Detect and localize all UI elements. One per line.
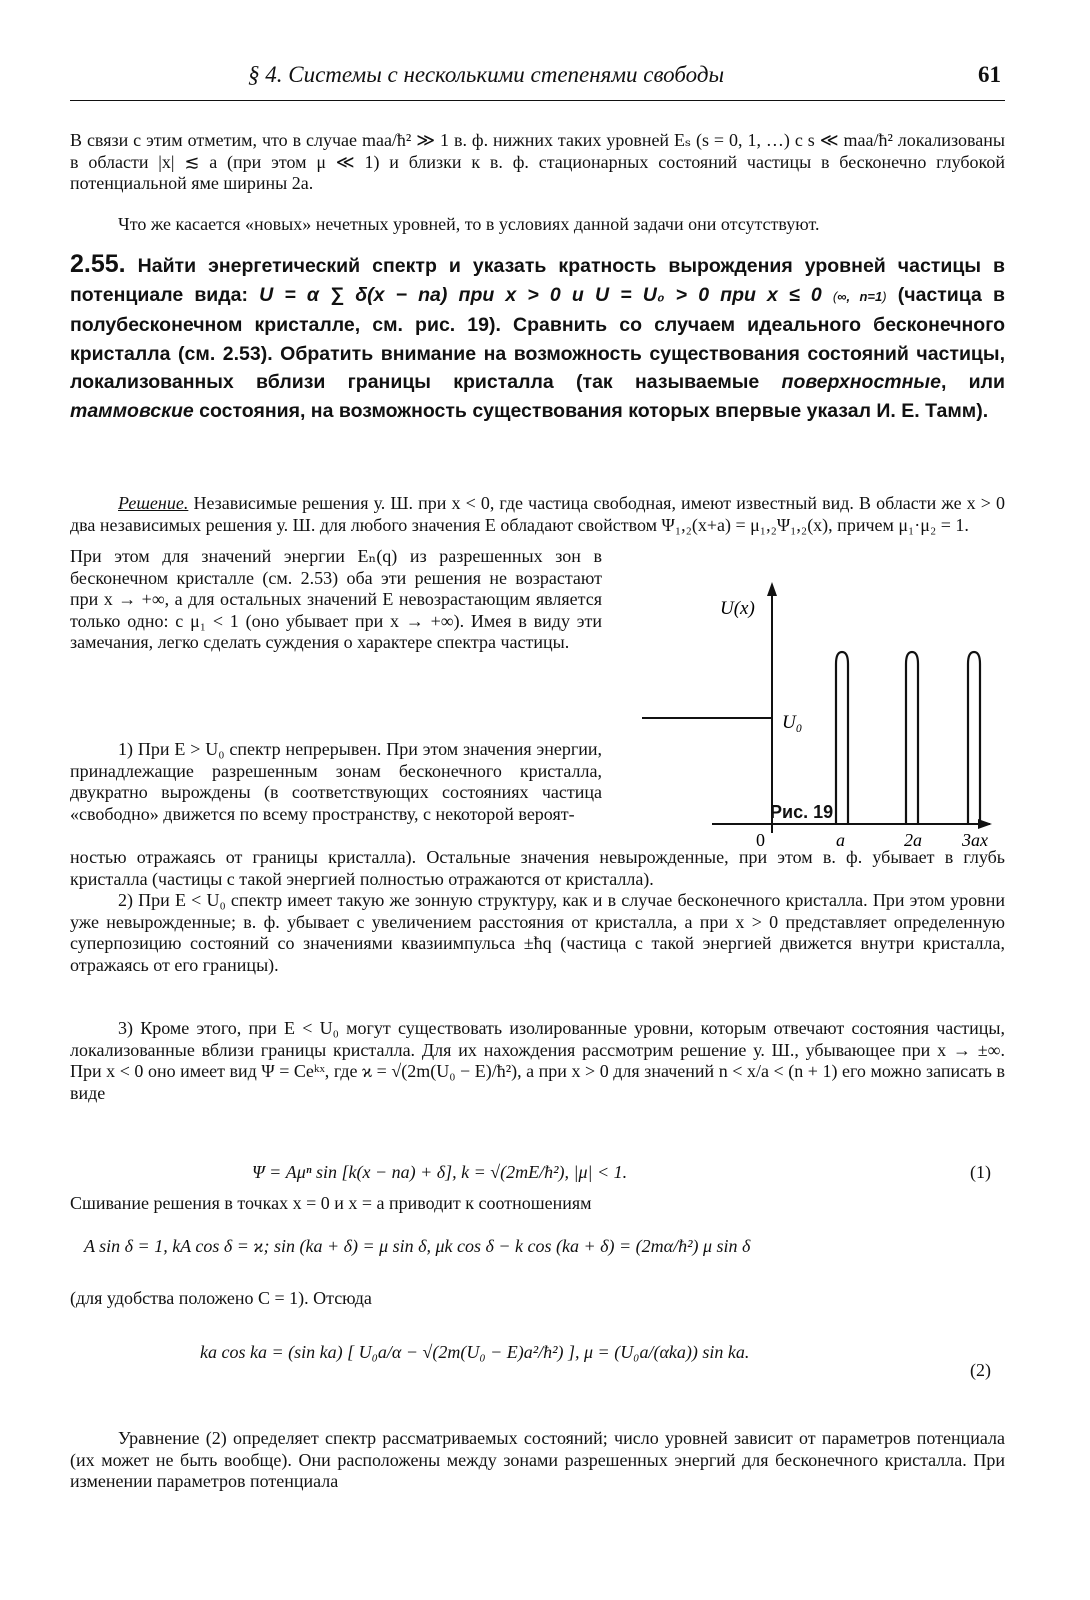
tick-2a: 2a bbox=[904, 830, 922, 848]
final-paragraph: Уравнение (2) определяет спектр рассматриваемых состояний; число уровней зависит от параметров потенциала (их может не быть вообще). Они расположены между зонами разрешенных энергий для бесконечного кристалла. При изменении параметров потенциала bbox=[70, 1428, 1005, 1492]
term-tamm-states: таммовские bbox=[70, 399, 194, 422]
equation-1 bbox=[70, 1154, 1005, 1194]
equation-2-number: (2) bbox=[970, 1360, 991, 1380]
solution-intro: Решение. Независимые решения у. Ш. при x < 0, где частица свободная, имеют известный вид. В области же x > 0 два независимых решения у. Ш. для любого значения E обладают свойством Ψ₁,₂(x+a) = μ₁,₂Ψ₁,₂(x), причем μ₁·μ₂ = 1. bbox=[70, 493, 1006, 535]
tick-a: a bbox=[836, 830, 845, 848]
x-axis-label: x bbox=[980, 830, 988, 848]
problem-formula: U = α ∑ δ(x − na) при x > 0 и U = U₀ > 0 при x ≤ 0 (∞, n=1) bbox=[259, 283, 887, 306]
solution-item-3: 3) Кроме этого, при E < U₀ могут существовать изолированные уровни, которым отвечают состояния частицы, локализованные вблизи границы кристалла. Для их нахождения рассмотрим решение у. Ш., убывающее при x → ±∞. При x < 0 оно имеет вид Ψ = Ceᵏˣ, где ϰ = √(2m(U₀ − E)/ħ²), а при x > 0 для значений n < x/a < (n + 1) его можно записать в виде bbox=[70, 1018, 1005, 1103]
solution-item-1-end: ностью отражаясь от границы кристалла). Остальные значения невырожденные, при этом в. ф. убывает в глубь кристалла (частицы с такой энергией полностью отражаются от кристалла). bbox=[70, 847, 1005, 889]
running-title: § 4. Системы с несколькими степенями свободы bbox=[248, 62, 725, 87]
u0-level-label: U₀ bbox=[782, 712, 803, 733]
equation-1-number: (1) bbox=[970, 1162, 991, 1182]
y-axis-label: U(x) bbox=[720, 598, 755, 619]
problem-number: 2.55. bbox=[70, 250, 126, 278]
normalization-note: (для удобства положено C = 1). Отсюда bbox=[70, 1288, 372, 1308]
sum-upper-limit: ∞ bbox=[837, 288, 847, 304]
problem-text-2: (частица в полубесконечном кристалле, см. рис. 19). Сравнить со случаем идеального бесконечного кристалла (см. 2.53). Обратить внимание на возможность существования состояний частицы, локализованных вблизи границы кристалла (так называемые bbox=[70, 283, 1005, 393]
problem-text-1: Найти энергетический спектр и указать кратность вырождения уровней частицы в потенциале вида: bbox=[70, 255, 1005, 306]
equation-2-body: ka cos ka = (sin ka) [ U₀a/α − √(2m(U₀ − E)a²/ħ²) ], μ = (U₀a/(αka)) sin ka. bbox=[200, 1342, 750, 1362]
equation-system bbox=[84, 1218, 1004, 1278]
sum-lower-limit: n=1 bbox=[859, 288, 883, 304]
equation-1-body: Ψ = Aμⁿ sin [k(x − na) + δ], k = √(2mE/ħ²), |μ| < 1. bbox=[252, 1162, 628, 1182]
equation-2 bbox=[70, 1320, 1005, 1404]
stitching-sentence: Сшивание решения в точках x = 0 и x = a приводит к соотношениям bbox=[70, 1193, 592, 1213]
equation-system-body: A sin δ = 1, kA cos δ = ϰ; sin (ka + δ) = μ sin δ, μk cos δ − k cos (ka + δ) = (2mα/ħ²) μ sin δ bbox=[84, 1236, 751, 1256]
solution-paragraph-a: При этом для значений энергии Eₙ(q) из разрешенных зон в бесконечном кристалле (см. 2.53) оба эти решения не возрастают при x → +∞, а для остальных значений E невозрастающим является только одно: с μ₁ < 1 (оно убывает при x → +∞). Имея в виду эти замечания, легко сделать суждения о характере спектра частицы. bbox=[70, 546, 602, 653]
solution-item-1-start: 1) При E > U₀ спектр непрерывен. При этом значения энергии, принадлежащие разрешенным зонам бесконечного кристалла, двукратно вырождены (в соответствующих состояниях частица «свободно» движется по всему пространству, с некоторой вероят- bbox=[70, 739, 602, 824]
problem-statement: 2.55. Найти энергетический спектр и указать кратность вырождения уровней частицы в потенциале вида: U = α ∑ δ(x − na) при x > 0 и U = U₀ > 0 при x ≤ 0 (∞, n=1) (частица в полубесконечном кристалле, см. рис. 19). Сравнить со случаем идеального бесконечного кристалла (см. 2.53). Обратить внимание на возможность существования состояний частицы, локализованных вблизи границы кристалла (так называемые поверхностные, или таммовские состояния, на возможность существования которых впервые указал И. Е. Тамм). bbox=[70, 250, 1005, 422]
intro-paragraph-2: Что же касается «новых» нечетных уровней, то в условиях данной задачи они отсутствуют. bbox=[118, 214, 820, 234]
solution-item-2: 2) При E < U₀ спектр имеет такую же зонную структуру, как и в случае бесконечного кристалла. При этом уровни уже невырожденные; в. ф. убывает с увеличением расстояния от кристалла, а при x > 0 представляет определенную суперпозицию состояний со значениями квазиимпульса ±ħq (частица с такой энергией движется внутри кристалла, отражаясь от его границы). bbox=[70, 890, 1005, 975]
tick-0: 0 bbox=[756, 830, 765, 848]
figure-caption: Рис. 19 bbox=[770, 802, 834, 822]
solution-label: Решение. bbox=[118, 493, 189, 513]
running-header bbox=[70, 60, 1005, 101]
intro-paragraph-1: В связи с этим отметим, что в случае maa/ħ² ≫ 1 в. ф. нижних таких уровней Eₛ (s = 0, 1, …) с s ≪ maa/ħ² локализованы в области |x| ≲ a (при этом μ ≪ 1) и близки к в. ф. стационарных состояний частицы в бесконечно глубокой потенциальной яме ширины 2a. bbox=[70, 130, 1005, 194]
term-surface-states: поверхностные bbox=[781, 371, 941, 393]
tick-3a: 3a bbox=[962, 830, 980, 848]
page-number: 61 bbox=[978, 62, 1001, 87]
